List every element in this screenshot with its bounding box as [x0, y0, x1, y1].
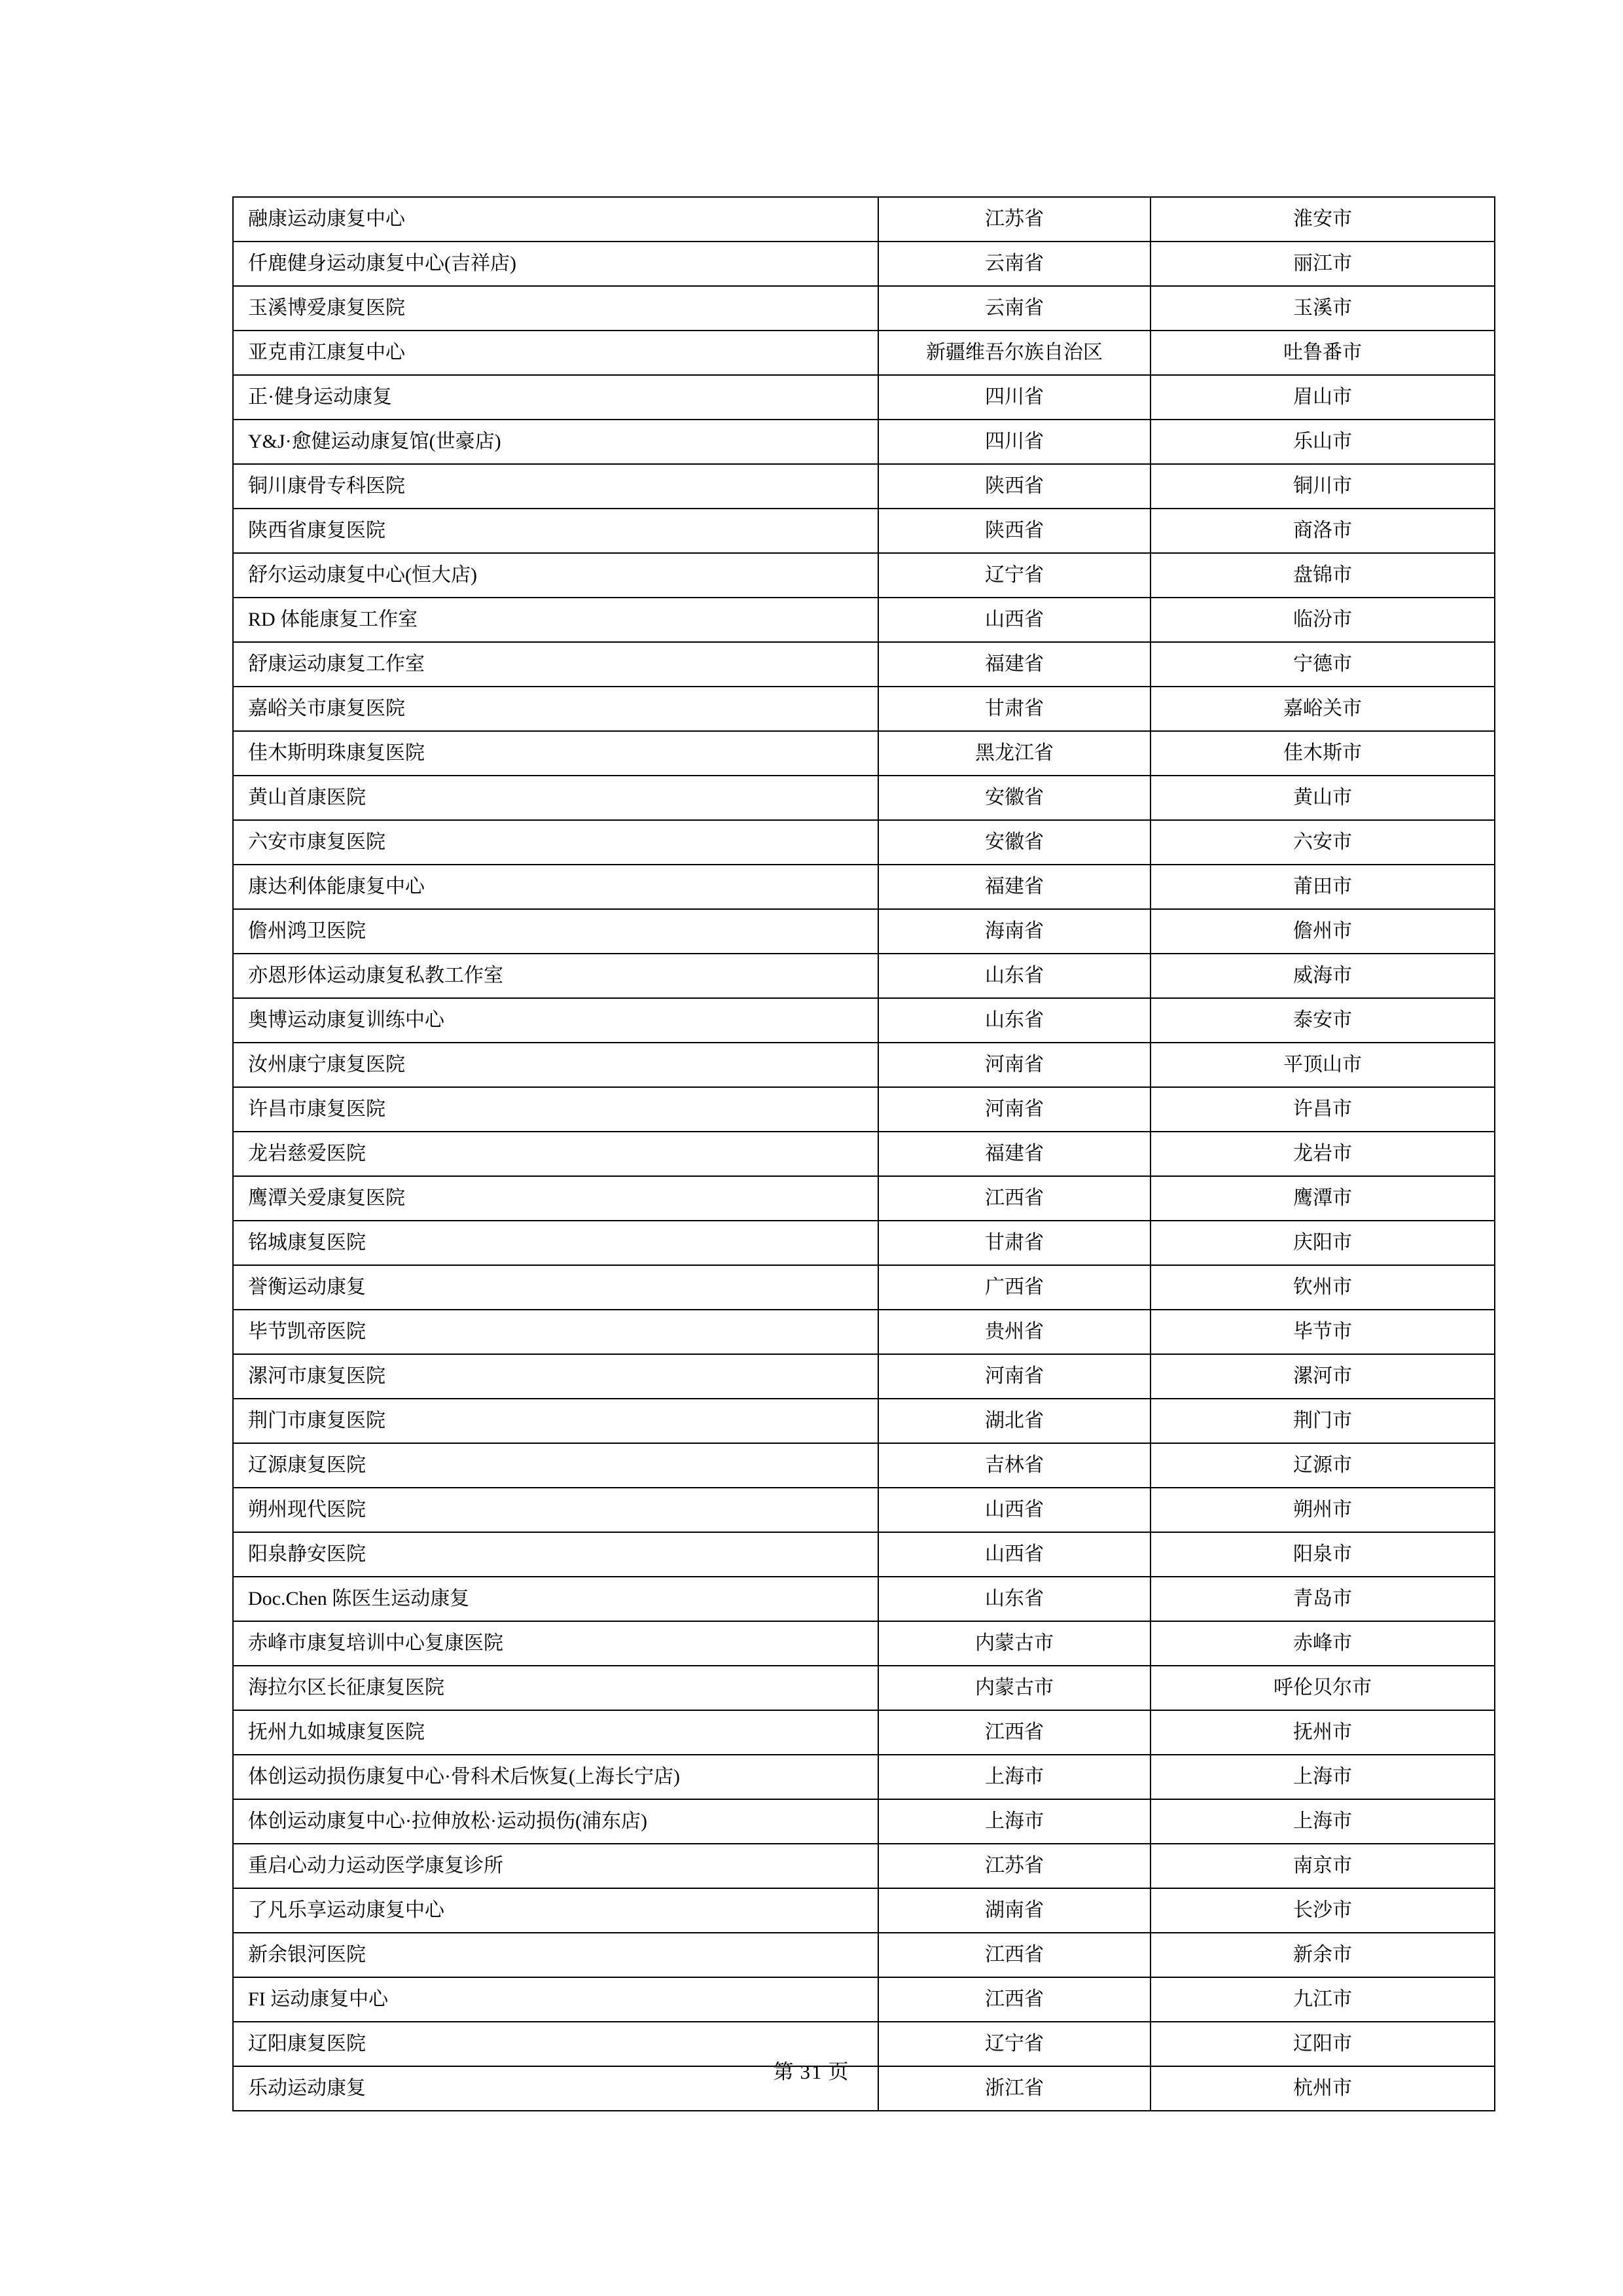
cell-name: 辽阳康复医院: [233, 2022, 878, 2066]
cell-city: 青岛市: [1150, 1577, 1495, 1621]
cell-province: 内蒙古市: [878, 1666, 1150, 1710]
table-row: [233, 1666, 1495, 1710]
cell-name: 铜川康骨专科医院: [233, 464, 878, 509]
cell-city: 黄山市: [1150, 776, 1495, 820]
table-row: [233, 1755, 1495, 1799]
table-row: [233, 998, 1495, 1043]
table-row: [233, 820, 1495, 865]
cell-name: 融康运动康复中心: [233, 197, 878, 242]
cell-city: 荆门市: [1150, 1399, 1495, 1443]
cell-city: 临汾市: [1150, 598, 1495, 642]
table-body: [233, 197, 1495, 2111]
table-row: [233, 1132, 1495, 1176]
cell-province: 贵州省: [878, 1310, 1150, 1354]
cell-city: 上海市: [1150, 1755, 1495, 1799]
cell-province: 上海市: [878, 1755, 1150, 1799]
cell-province: 辽宁省: [878, 2022, 1150, 2066]
cell-province: 云南省: [878, 286, 1150, 331]
cell-city: 佳木斯市: [1150, 731, 1495, 776]
cell-name: 舒康运动康复工作室: [233, 642, 878, 687]
cell-province: 甘肃省: [878, 1221, 1150, 1265]
table-row: [233, 286, 1495, 331]
table-row: [233, 1710, 1495, 1755]
table-row: [233, 1532, 1495, 1577]
table-row: [233, 1310, 1495, 1354]
cell-name: 仟鹿健身运动康复中心(吉祥店): [233, 242, 878, 286]
cell-city: 毕节市: [1150, 1310, 1495, 1354]
table-row: [233, 1621, 1495, 1666]
cell-city: 丽江市: [1150, 242, 1495, 286]
cell-city: 鹰潭市: [1150, 1176, 1495, 1221]
cell-name: 体创运动康复中心·拉伸放松·运动损伤(浦东店): [233, 1799, 878, 1844]
cell-province: 山西省: [878, 1488, 1150, 1532]
cell-province: 浙江省: [878, 2066, 1150, 2111]
cell-province: 山东省: [878, 998, 1150, 1043]
cell-name: 儋州鸿卫医院: [233, 909, 878, 954]
cell-name: FI 运动康复中心: [233, 1977, 878, 2022]
cell-name: 鹰潭关爱康复医院: [233, 1176, 878, 1221]
table-row: [233, 1399, 1495, 1443]
cell-name: 舒尔运动康复中心(恒大店): [233, 553, 878, 598]
cell-province: 云南省: [878, 242, 1150, 286]
cell-name: 正·健身运动康复: [233, 375, 878, 420]
cell-province: 安徽省: [878, 776, 1150, 820]
table-row: [233, 776, 1495, 820]
cell-province: 四川省: [878, 420, 1150, 464]
table-row: [233, 242, 1495, 286]
table-row: [233, 731, 1495, 776]
cell-city: 吐鲁番市: [1150, 331, 1495, 375]
cell-name: 毕节凯帝医院: [233, 1310, 878, 1354]
cell-name: 体创运动损伤康复中心·骨科术后恢复(上海长宁店): [233, 1755, 878, 1799]
cell-province: 广西省: [878, 1265, 1150, 1310]
cell-city: 杭州市: [1150, 2066, 1495, 2111]
cell-name: 荆门市康复医院: [233, 1399, 878, 1443]
cell-province: 江西省: [878, 1933, 1150, 1977]
cell-name: 阳泉静安医院: [233, 1532, 878, 1577]
cell-province: 江西省: [878, 1710, 1150, 1755]
cell-province: 山东省: [878, 1577, 1150, 1621]
cell-province: 福建省: [878, 642, 1150, 687]
cell-province: 湖北省: [878, 1399, 1150, 1443]
cell-city: 朔州市: [1150, 1488, 1495, 1532]
cell-name: 许昌市康复医院: [233, 1087, 878, 1132]
cell-province: 河南省: [878, 1087, 1150, 1132]
cell-city: 六安市: [1150, 820, 1495, 865]
cell-city: 九江市: [1150, 1977, 1495, 2022]
table-row: [233, 865, 1495, 909]
table-row: [233, 1844, 1495, 1888]
cell-city: 呼伦贝尔市: [1150, 1666, 1495, 1710]
cell-city: 南京市: [1150, 1844, 1495, 1888]
cell-name: 新余银河医院: [233, 1933, 878, 1977]
cell-province: 山西省: [878, 1532, 1150, 1577]
page-footer: [0, 2055, 1623, 2085]
cell-city: 庆阳市: [1150, 1221, 1495, 1265]
table-row: [233, 1977, 1495, 2022]
cell-province: 辽宁省: [878, 553, 1150, 598]
cell-name: 亚克甫江康复中心: [233, 331, 878, 375]
institution-table: [232, 196, 1495, 2111]
table-row: [233, 464, 1495, 509]
cell-city: 玉溪市: [1150, 286, 1495, 331]
table-row: [233, 1933, 1495, 1977]
cell-city: 许昌市: [1150, 1087, 1495, 1132]
cell-province: 黑龙江省: [878, 731, 1150, 776]
footer-page-number: 31: [800, 2060, 823, 2083]
table-row: [233, 1888, 1495, 1933]
table-row: [233, 420, 1495, 464]
cell-name: 康达利体能康复中心: [233, 865, 878, 909]
footer-prefix: 第: [773, 2060, 795, 2083]
table-row: [233, 1221, 1495, 1265]
cell-province: 山西省: [878, 598, 1150, 642]
cell-name: 了凡乐享运动康复中心: [233, 1888, 878, 1933]
table-row: [233, 954, 1495, 998]
cell-name: 嘉峪关市康复医院: [233, 687, 878, 731]
table-row: [233, 1087, 1495, 1132]
cell-province: 江西省: [878, 1977, 1150, 2022]
cell-city: 抚州市: [1150, 1710, 1495, 1755]
cell-city: 辽源市: [1150, 1443, 1495, 1488]
cell-name: 龙岩慈爱医院: [233, 1132, 878, 1176]
cell-province: 湖南省: [878, 1888, 1150, 1933]
table-row: [233, 1354, 1495, 1399]
cell-province: 新疆维吾尔族自治区: [878, 331, 1150, 375]
table-row: [233, 598, 1495, 642]
cell-province: 陕西省: [878, 464, 1150, 509]
cell-name: Y&J·愈健运动康复馆(世豪店): [233, 420, 878, 464]
cell-city: 新余市: [1150, 1933, 1495, 1977]
cell-name: 汝州康宁康复医院: [233, 1043, 878, 1087]
cell-city: 平顶山市: [1150, 1043, 1495, 1087]
cell-city: 乐山市: [1150, 420, 1495, 464]
cell-city: 漯河市: [1150, 1354, 1495, 1399]
cell-city: 泰安市: [1150, 998, 1495, 1043]
cell-city: 嘉峪关市: [1150, 687, 1495, 731]
table-row: [233, 1443, 1495, 1488]
cell-city: 宁德市: [1150, 642, 1495, 687]
cell-province: 江苏省: [878, 197, 1150, 242]
cell-city: 钦州市: [1150, 1265, 1495, 1310]
cell-province: 河南省: [878, 1043, 1150, 1087]
cell-city: 赤峰市: [1150, 1621, 1495, 1666]
cell-city: 淮安市: [1150, 197, 1495, 242]
cell-province: 陕西省: [878, 509, 1150, 553]
cell-province: 河南省: [878, 1354, 1150, 1399]
table-row: [233, 642, 1495, 687]
cell-city: 辽阳市: [1150, 2022, 1495, 2066]
cell-city: 阳泉市: [1150, 1532, 1495, 1577]
table-row: [233, 509, 1495, 553]
table-row: [233, 331, 1495, 375]
cell-province: 甘肃省: [878, 687, 1150, 731]
footer-suffix: 页: [828, 2060, 850, 2083]
table-row: [233, 1488, 1495, 1532]
cell-province: 山东省: [878, 954, 1150, 998]
cell-province: 四川省: [878, 375, 1150, 420]
cell-name: 六安市康复医院: [233, 820, 878, 865]
cell-province: 江西省: [878, 1176, 1150, 1221]
cell-province: 海南省: [878, 909, 1150, 954]
table-row: [233, 1799, 1495, 1844]
cell-name: 朔州现代医院: [233, 1488, 878, 1532]
cell-name: 辽源康复医院: [233, 1443, 878, 1488]
cell-city: 长沙市: [1150, 1888, 1495, 1933]
cell-name: 赤峰市康复培训中心复康医院: [233, 1621, 878, 1666]
cell-name: 抚州九如城康复医院: [233, 1710, 878, 1755]
cell-city: 威海市: [1150, 954, 1495, 998]
cell-province: 吉林省: [878, 1443, 1150, 1488]
cell-name: 乐动运动康复: [233, 2066, 878, 2111]
cell-city: 铜川市: [1150, 464, 1495, 509]
cell-city: 莆田市: [1150, 865, 1495, 909]
cell-name: 漯河市康复医院: [233, 1354, 878, 1399]
cell-city: 眉山市: [1150, 375, 1495, 420]
cell-name: 誉衡运动康复: [233, 1265, 878, 1310]
table-row: [233, 1577, 1495, 1621]
table-row: [233, 1043, 1495, 1087]
table-row: [233, 553, 1495, 598]
cell-province: 内蒙古市: [878, 1621, 1150, 1666]
cell-name: 铭城康复医院: [233, 1221, 878, 1265]
table-row: [233, 687, 1495, 731]
cell-name: 奥博运动康复训练中心: [233, 998, 878, 1043]
cell-name: 玉溪博爱康复医院: [233, 286, 878, 331]
cell-city: 商洛市: [1150, 509, 1495, 553]
table-row: [233, 197, 1495, 242]
cell-name: 陕西省康复医院: [233, 509, 878, 553]
cell-name: 海拉尔区长征康复医院: [233, 1666, 878, 1710]
cell-province: 安徽省: [878, 820, 1150, 865]
cell-province: 福建省: [878, 1132, 1150, 1176]
cell-name: 亦恩形体运动康复私教工作室: [233, 954, 878, 998]
cell-city: 儋州市: [1150, 909, 1495, 954]
table-row: [233, 909, 1495, 954]
cell-province: 福建省: [878, 865, 1150, 909]
cell-province: 江苏省: [878, 1844, 1150, 1888]
cell-name: RD 体能康复工作室: [233, 598, 878, 642]
cell-city: 龙岩市: [1150, 1132, 1495, 1176]
table-row: [233, 1265, 1495, 1310]
table-row: [233, 1176, 1495, 1221]
table-row: [233, 375, 1495, 420]
cell-name: 佳木斯明珠康复医院: [233, 731, 878, 776]
cell-name: 重启心动力运动医学康复诊所: [233, 1844, 878, 1888]
cell-name: Doc.Chen 陈医生运动康复: [233, 1577, 878, 1621]
cell-province: 上海市: [878, 1799, 1150, 1844]
cell-city: 盘锦市: [1150, 553, 1495, 598]
cell-name: 黄山首康医院: [233, 776, 878, 820]
cell-city: 上海市: [1150, 1799, 1495, 1844]
